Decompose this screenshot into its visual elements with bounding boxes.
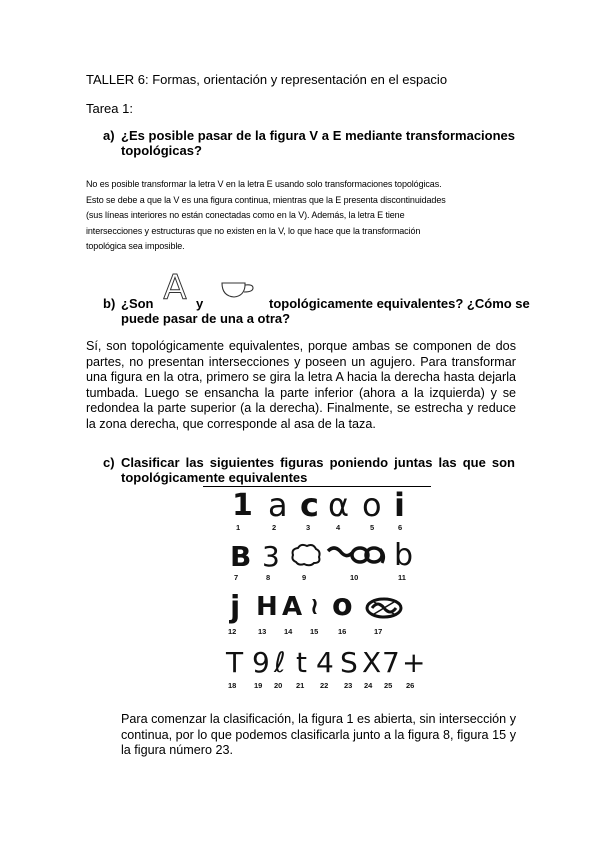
task-heading: Tarea 1: <box>86 101 133 116</box>
figure-number-23: 23 <box>344 681 353 690</box>
question-b-line2: puede pasar de una a otra? <box>121 311 291 326</box>
figure-number-15: 15 <box>310 627 319 636</box>
document-title: TALLER 6: Formas, orientación y representación en el espacio <box>86 72 448 87</box>
figure-7: B <box>230 540 252 573</box>
figure-22: 4 <box>316 646 334 679</box>
answer-b: Sí, son topológicamente equivalentes, porque ambas se componen de dos partes, no presentan intersecciones y poseen un agujero. Para transformar una figura en la otra, primero se gira la letra A hacia la derecha hasta dejarla tumbada. Luego se ensancha la parte inferior (ahora a la izquierda) y se redondea la parte superior (a la derecha). Finalmente, se estrecha y reduce la zona derecha, que corresponde al asa de la taza. <box>86 339 516 431</box>
question-b <box>103 296 530 326</box>
answer-a <box>86 177 516 255</box>
answer-c: Para comenzar la clasificación, la figura 1 es abierta, sin intersección y continua, por lo que podemos clasificarla junto a la figura 8, figura 15 y la figura número 23. <box>121 712 516 757</box>
figure-15: ≀ <box>310 592 319 620</box>
figure-25: 7 <box>382 646 400 679</box>
figure-number-10: 10 <box>350 573 359 582</box>
figure-26: + <box>402 646 426 679</box>
answer-a-line: No es posible transformar la letra V en la letra E usando solo transformaciones topológicas. <box>86 179 442 189</box>
figure-10-chain-shape <box>326 543 386 567</box>
figure-9-cloud-shape <box>290 542 322 568</box>
figure-21: t <box>296 646 307 679</box>
figure-2: a <box>268 486 288 524</box>
figure-number-6: 6 <box>398 523 403 532</box>
question-c-text: Clasificar las siguientes figuras poniendo juntas las que son topológicamente equivalentes <box>121 455 515 485</box>
figure-16: o <box>332 588 353 623</box>
figure-number-21: 21 <box>296 681 305 690</box>
figure-number-9: 9 <box>302 573 307 582</box>
figure-17-knot-shape <box>364 596 404 620</box>
question-a-text: ¿Es posible pasar de la figura V a E mediante transformaciones topológicas? <box>121 128 515 158</box>
figure-number-26: 26 <box>406 681 415 690</box>
question-b-part1: ¿Son <box>121 296 154 311</box>
figure-number-7: 7 <box>234 573 239 582</box>
question-c <box>103 455 515 485</box>
figures-image <box>222 488 432 693</box>
answer-a-line: (sus líneas interiores no están conectadas como en la V). Además, la letra E tiene <box>86 210 405 221</box>
figure-20: ℓ <box>274 646 286 679</box>
figure-12: j <box>230 590 241 625</box>
figure-number-8: 8 <box>266 573 271 582</box>
figure-4: α <box>328 486 350 524</box>
figure-5: o <box>362 486 382 524</box>
figure-number-19: 19 <box>254 681 263 690</box>
figure-14: A <box>282 592 303 622</box>
figure-6: i <box>394 486 405 524</box>
question-a <box>103 128 515 158</box>
answer-a-line: intersecciones y estructuras que no existen en la V, lo que hace que la transformación <box>86 225 421 236</box>
figure-number-20: 20 <box>274 681 283 690</box>
figure-number-2: 2 <box>272 523 277 532</box>
figure-number-13: 13 <box>258 627 267 636</box>
figure-11: b <box>394 538 414 573</box>
figure-23: S <box>340 646 358 679</box>
answer-a-line: Esto se debe a que la V es una figura continua, mientras que la E presenta discontinuidades <box>86 194 446 205</box>
question-a-label: a) <box>103 128 115 143</box>
figure-18: T <box>226 646 244 679</box>
figure-number-22: 22 <box>320 681 329 690</box>
question-b-part3: topológicamente equivalentes? ¿Cómo se <box>269 296 530 311</box>
figure-number-16: 16 <box>338 627 347 636</box>
figure-1: 1 <box>232 488 253 523</box>
figure-number-17: 17 <box>374 627 383 636</box>
question-b-label: b) <box>103 296 116 311</box>
question-b-part2: y <box>196 296 204 311</box>
figure-13: H <box>256 592 278 622</box>
answer-a-line: topológica sea imposible. <box>86 241 185 252</box>
figure-number-3: 3 <box>306 523 311 532</box>
figure-number-24: 24 <box>364 681 373 690</box>
letter-a-glyph: A <box>163 269 187 305</box>
figure-24: X <box>362 646 382 679</box>
figure-number-25: 25 <box>384 681 393 690</box>
figure-number-14: 14 <box>284 627 293 636</box>
figure-19: 9 <box>252 646 270 679</box>
figure-3: c <box>300 486 319 524</box>
figure-number-18: 18 <box>228 681 237 690</box>
figure-8: 3 <box>262 540 280 573</box>
figure-number-12: 12 <box>228 627 237 636</box>
question-c-label: c) <box>103 455 115 470</box>
figure-number-4: 4 <box>336 523 341 532</box>
figure-number-1: 1 <box>236 523 241 532</box>
figure-number-5: 5 <box>370 523 375 532</box>
figure-number-11: 11 <box>398 573 406 582</box>
